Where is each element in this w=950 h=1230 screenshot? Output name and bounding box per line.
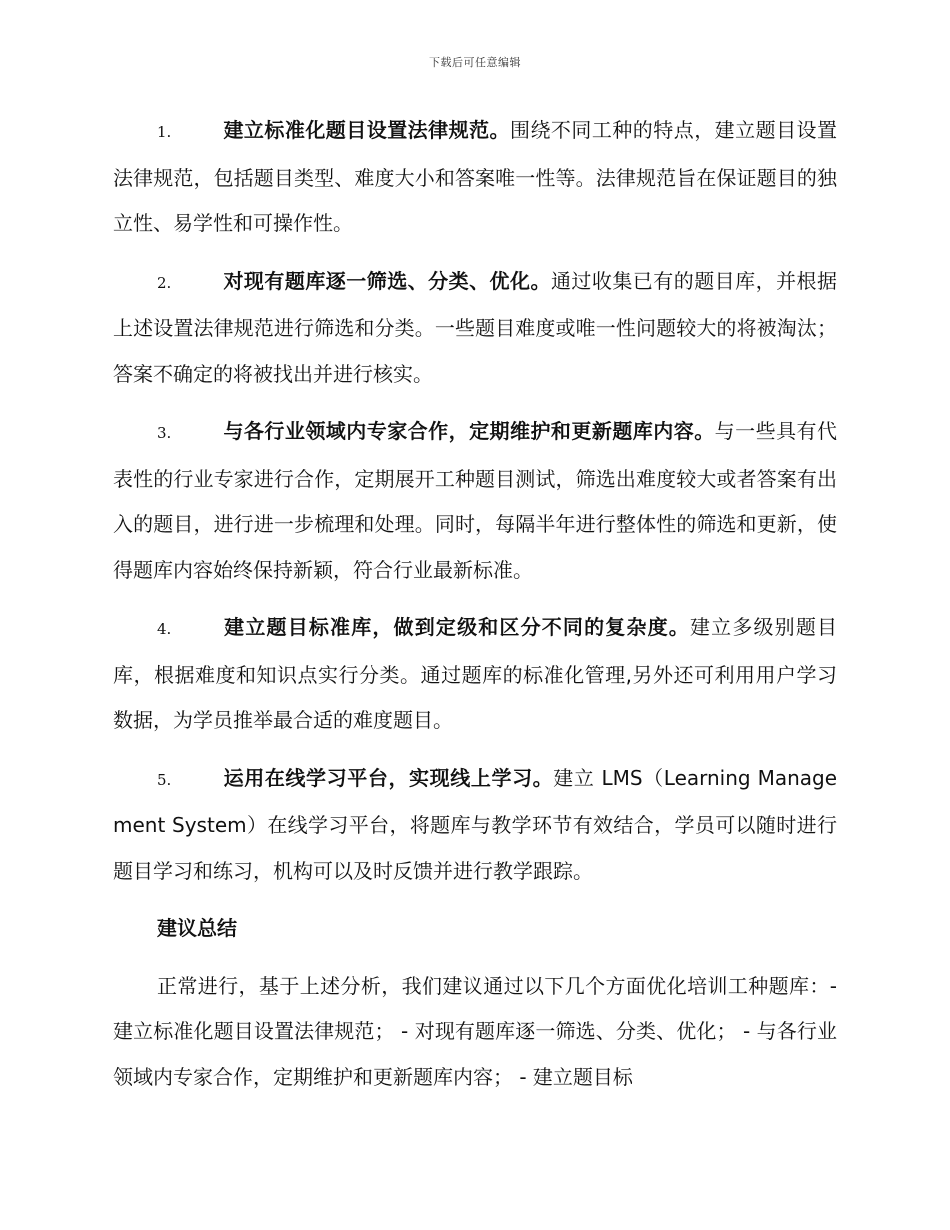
list-item-body: 与一些具有代表性的行业专家进行合作，定期展开工种题目测试，筛选出难度较大或者答案有出入的题目，进行进一步梳理和处理。同时，每隔半年进行整体性的筛选和更新，使得题库内容始终保持新颖，符合行业最新标准。 <box>113 419 838 582</box>
list-item-lead: 对现有题库逐一筛选、分类、优化。 <box>223 268 551 293</box>
list-item-lead: 建立标准化题目设置法律规范。 <box>223 118 510 142</box>
list-item-3 <box>113 409 837 593</box>
list-number: 5. <box>157 770 172 789</box>
section-heading-summary: 建议总结 <box>157 916 237 940</box>
list-item-lead: 建立题目标准库，做到定级和区分不同的复杂度。 <box>223 615 690 639</box>
list-number: 4. <box>157 620 172 638</box>
list-number: 1. <box>157 123 172 141</box>
list-item-body: 建立多级别题目库，根据难度和知识点实行分类。通过题库的标准化管理,另外还可利用用户学习数据，为学员推举最合适的难度题目。 <box>113 615 838 732</box>
list-item-4 <box>113 605 837 744</box>
list-item-5 <box>113 756 837 895</box>
list-item-1 <box>113 108 837 247</box>
list-item-body: 建立 LMS（Learning Management System）在线学习平台，将题库与教学环节有效结合，学员可以随时进行题目学习和练习，机构可以及时反馈并进行教学跟踪。 <box>113 765 838 883</box>
summary-paragraph: 正常进行，基于上述分析，我们建议通过以下几个方面优化培训工种题库：- 建立标准化题目设置法律规范； - 对现有题库逐一筛选、分类、优化； - 与各行业领域内专家合作，定期维护和更新题库内容； - 建立题目标 <box>113 973 837 1089</box>
list-item-2 <box>113 259 837 398</box>
list-item-body: 围绕不同工种的特点，建立题目设置法律规范，包括题目类型、难度大小和答案唯一性等。法律规范旨在保证题目的独立性、易学性和可操作性。 <box>113 118 837 235</box>
list-item-body: 通过收集已有的题目库，并根据上述设置法律规范进行筛选和分类。一些题目难度或唯一性问题较大的将被淘汰；答案不确定的将被找出并进行核实。 <box>113 268 838 386</box>
document-body <box>113 108 837 1112</box>
list-number: 3. <box>157 424 172 442</box>
list-number: 2. <box>157 273 172 292</box>
list-item-lead: 与各行业领域内专家合作，定期维护和更新题库内容。 <box>223 419 715 443</box>
page-header-note: 下载后可任意编辑 <box>429 56 521 69</box>
list-item-lead: 运用在线学习平台，实现线上学习。 <box>223 765 554 790</box>
